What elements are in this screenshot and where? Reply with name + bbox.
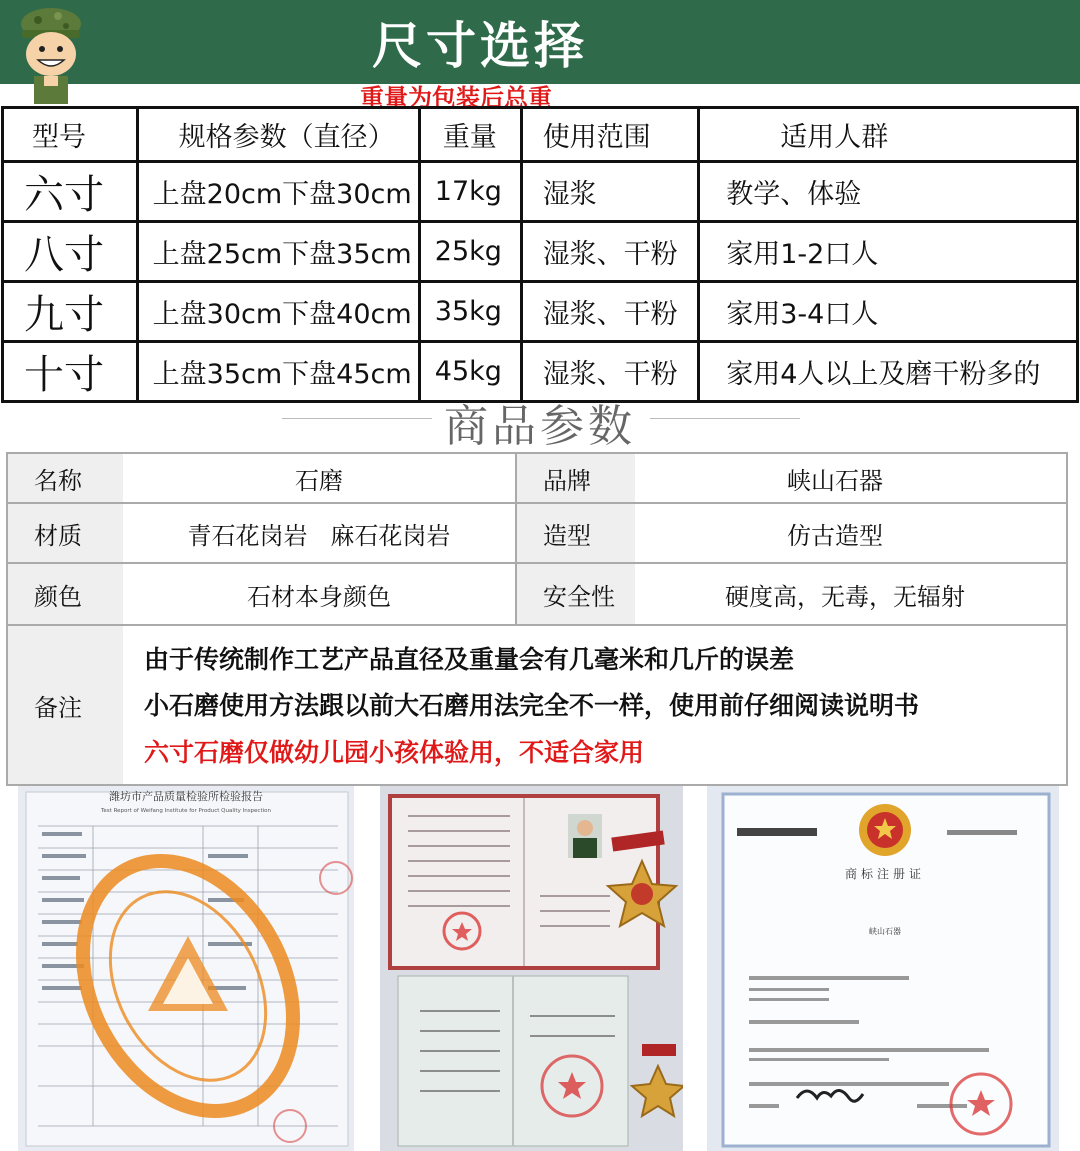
- cell-spec: 上盘35cm下盘45cm: [137, 342, 419, 402]
- cell-model: 八寸: [3, 222, 138, 282]
- cell-spec: 上盘25cm下盘35cm: [137, 222, 419, 282]
- cell-people: 教学、体验: [699, 162, 1078, 222]
- table-row: [3, 162, 1078, 222]
- param-value: 峡山石器: [787, 466, 883, 495]
- params-title: 商品参数: [444, 401, 636, 452]
- note-warning-line: 六寸石磨仅做幼儿园小孩体验用，不适合家用: [144, 738, 645, 767]
- trademark-certificate-image: [707, 786, 1059, 1151]
- cell-use: 湿浆: [521, 162, 699, 222]
- param-value: 石磨: [295, 466, 343, 495]
- cell-weight: 17kg: [419, 162, 521, 222]
- col-header-spec: 规格参数（直径）: [137, 108, 419, 162]
- param-label: 颜色: [8, 564, 123, 624]
- param-label: 备注: [8, 626, 123, 784]
- params-note-row: [8, 626, 1066, 784]
- table-row: [3, 222, 1078, 282]
- param-value: 石材本身颜色: [247, 582, 391, 611]
- inspection-report-image: [18, 786, 354, 1151]
- col-header-weight: 重量: [419, 108, 521, 162]
- size-table: [1, 106, 1079, 403]
- params-row: [8, 454, 1066, 504]
- cell-people: 家用3-4口人: [699, 282, 1078, 342]
- params-row: [8, 564, 1066, 626]
- param-label: 品牌: [517, 454, 635, 502]
- col-header-use: 使用范围: [521, 108, 699, 162]
- cell-model: 九寸: [3, 282, 138, 342]
- cell-spec: 上盘20cm下盘30cm: [137, 162, 419, 222]
- param-value: 仿古造型: [787, 521, 883, 550]
- cell-weight: 45kg: [419, 342, 521, 402]
- cell-people: 家用4人以上及磨干粉多的: [699, 342, 1078, 402]
- col-header-people: 适用人群: [699, 108, 1078, 162]
- trademark-brand: 峡山石器: [869, 927, 901, 936]
- cell-spec: 上盘30cm下盘40cm: [137, 282, 419, 342]
- cell-weight: 25kg: [419, 222, 521, 282]
- note-line: 小石磨使用方法跟以前大石磨用法完全不一样，使用前仔细阅读说明书: [144, 691, 920, 720]
- note-line: 由于传统制作工艺产品直径及重量会有几毫米和几斤的误差: [144, 645, 795, 674]
- param-label: 安全性: [517, 564, 635, 624]
- param-value: 青石花岗岩 麻石花岗岩: [187, 521, 451, 550]
- cell-use: 湿浆、干粉: [521, 222, 699, 282]
- header-banner: [0, 0, 1080, 84]
- param-value: 硬度高，无毒，无辐射: [725, 582, 965, 611]
- cell-people: 家用1-2口人: [699, 222, 1078, 282]
- cell-model: 十寸: [3, 342, 138, 402]
- soldier-avatar-icon: [18, 4, 84, 106]
- weight-note: 重量为包装后总重: [360, 84, 552, 112]
- params-section-heading: [0, 386, 1080, 450]
- medal-certificate-image: [380, 786, 683, 1151]
- cell-use: 湿浆、干粉: [521, 282, 699, 342]
- report-subtitle: Test Report of Weifang Institute for Product Quality Inspection: [100, 808, 272, 814]
- col-header-model: 型号: [3, 108, 138, 162]
- trademark-title: 商标注册证: [844, 867, 926, 881]
- param-label: 造型: [517, 504, 635, 562]
- params-table: [6, 452, 1068, 786]
- param-label: 名称: [8, 454, 123, 502]
- param-label: 材质: [8, 504, 123, 562]
- page-title: 尺寸选择: [372, 17, 588, 75]
- table-row: [3, 282, 1078, 342]
- report-title: 潍坊市产品质量检验所检验报告: [109, 790, 263, 803]
- cell-model: 六寸: [3, 162, 138, 222]
- params-row: [8, 504, 1066, 564]
- size-table-header: [3, 108, 1078, 162]
- cell-weight: 35kg: [419, 282, 521, 342]
- cell-use: 湿浆、干粉: [521, 342, 699, 402]
